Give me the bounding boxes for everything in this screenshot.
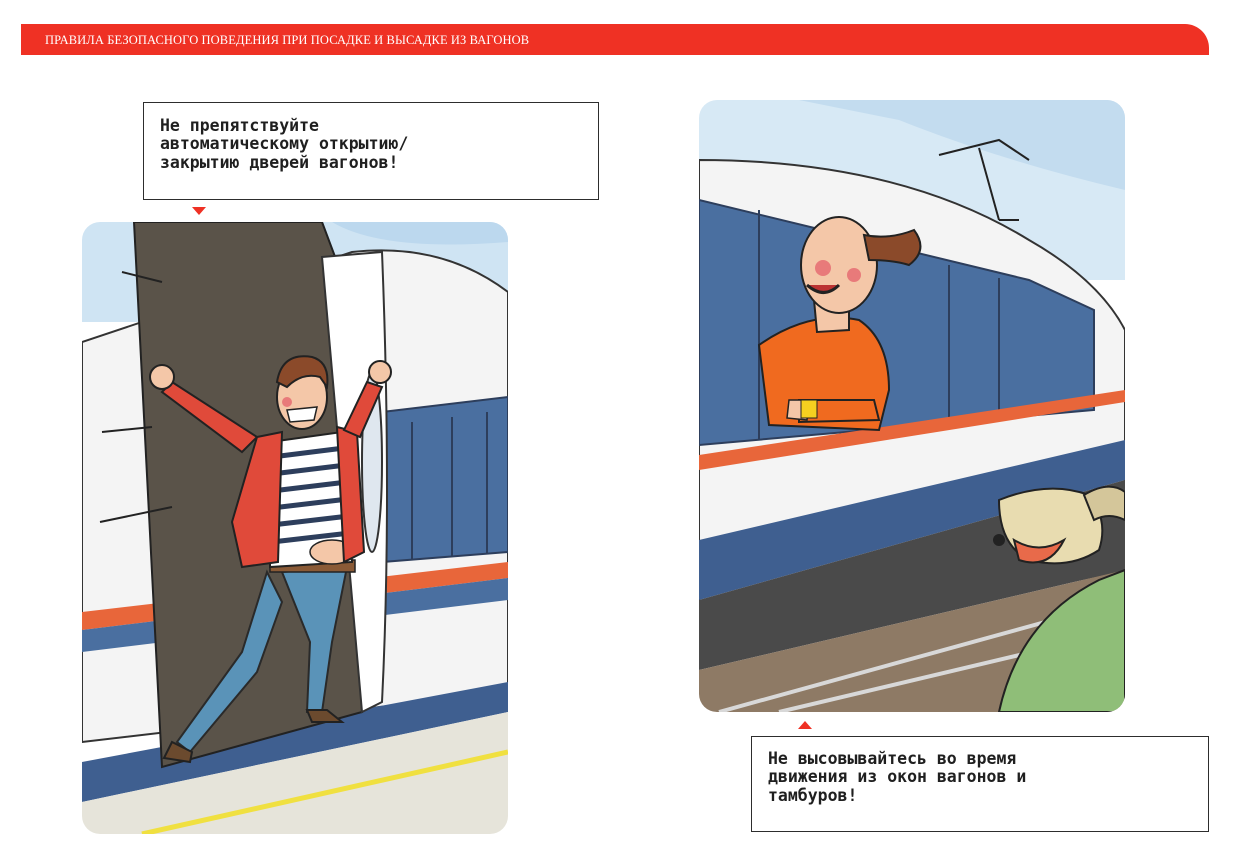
caption-line: Не препятствуйте [160,116,319,135]
leaning-out-drawing [699,100,1125,712]
caption-pointer-up-icon [798,721,812,729]
illustration-door-blocking [82,222,508,834]
caption-line: тамбуров! [768,785,858,805]
header-title: ПРАВИЛА БЕЗОПАСНОГО ПОВЕДЕНИЯ ПРИ ПОСАДКЕ И ВЫСАДКЕ ИЗ ВАГОНОВ [45,33,530,47]
caption-line: автоматическому открытию/ [160,134,409,154]
caption-line: движения из окон вагонов и [768,767,1027,787]
caption-line: Не высовывайтесь во время [768,749,1017,768]
caption-line: закрытию дверей вагонов! [160,152,399,172]
illustration-leaning-out [699,100,1125,712]
caption-pointer-down-icon [192,207,206,215]
caption-window-warning [751,736,1209,832]
door-blocking-drawing [82,222,508,834]
caption-door-warning [143,102,599,200]
header-bar [21,24,1209,55]
